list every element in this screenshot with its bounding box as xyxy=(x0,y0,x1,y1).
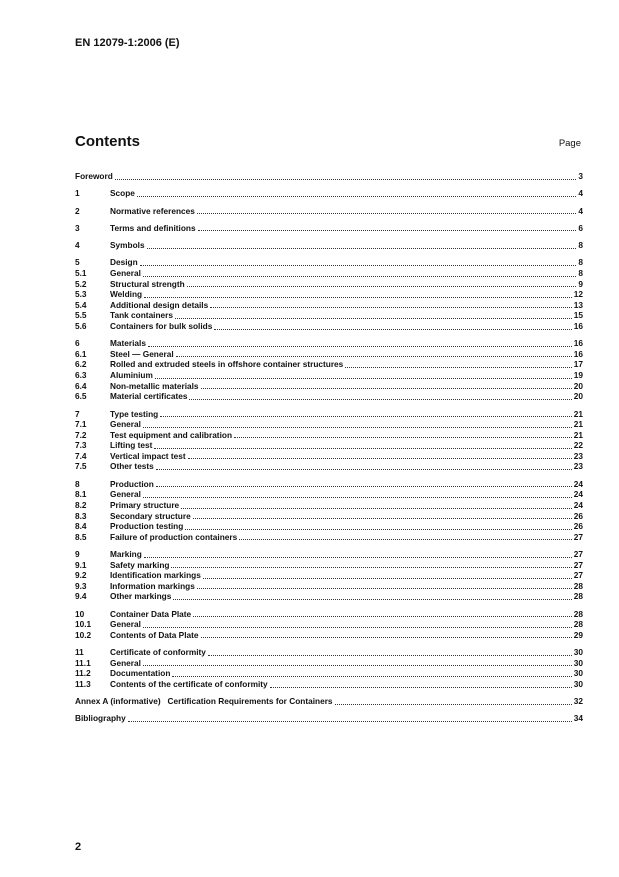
toc-entry-title: Type testing xyxy=(110,408,159,419)
toc-entry-number: 9.3 xyxy=(75,580,87,591)
toc-entry[interactable] xyxy=(75,321,583,332)
toc-entry-title: Secondary structure xyxy=(110,510,191,521)
toc-entry-number: 8.2 xyxy=(75,499,87,510)
toc-entry-number: 8 xyxy=(75,478,80,489)
toc-entry[interactable] xyxy=(75,223,583,234)
toc-entry-page: 32 xyxy=(573,696,583,707)
toc-entry-number: 7.4 xyxy=(75,450,87,461)
toc-entry-page: 29 xyxy=(573,629,583,640)
toc-leader-dots xyxy=(171,567,571,568)
toc-entry-title: Certificate of conformity xyxy=(110,647,206,658)
toc-leader-dots xyxy=(173,599,571,600)
toc-entry[interactable] xyxy=(75,257,583,268)
toc-entry-title: Test equipment and calibration xyxy=(110,429,233,440)
toc-leader-dots xyxy=(201,637,572,638)
toc-entry-number: 11.1 xyxy=(75,657,91,668)
toc-entry-page: 27 xyxy=(573,531,583,542)
toc-entry-title: Design xyxy=(110,257,138,268)
toc-spacer xyxy=(75,602,583,609)
document-id-header: EN 12079-1:2006 (E) xyxy=(75,37,180,49)
toc-leader-dots xyxy=(143,276,576,277)
toc-entry-number: 7.3 xyxy=(75,440,87,451)
toc-entry-number: 8.4 xyxy=(75,521,87,532)
toc-entry[interactable] xyxy=(75,206,583,217)
toc-leader-dots xyxy=(198,230,577,231)
toc-spacer xyxy=(75,690,583,697)
toc-entry-page: 8 xyxy=(578,257,583,268)
toc-entry-page: 6 xyxy=(578,222,583,233)
toc-entry-title: General xyxy=(110,419,141,430)
toc-leader-dots xyxy=(148,346,572,347)
toc-entry-title: Primary structure xyxy=(110,499,180,510)
toc-leader-dots xyxy=(175,318,572,319)
toc-leader-dots xyxy=(185,529,571,530)
toc-leader-dots xyxy=(143,497,572,498)
toc-leader-dots xyxy=(144,297,572,298)
toc-entry[interactable] xyxy=(75,521,583,532)
toc-entry[interactable] xyxy=(75,668,583,679)
toc-entry-title: Normative references xyxy=(110,205,195,216)
toc-leader-dots xyxy=(345,367,571,368)
toc-entry-page: 9 xyxy=(578,278,583,289)
toc-spacer xyxy=(75,251,583,258)
toc-spacer xyxy=(75,233,583,240)
toc-entry-number: 6 xyxy=(75,338,80,349)
toc-entry[interactable] xyxy=(75,658,583,669)
toc-entry-number: 8.5 xyxy=(75,531,87,542)
toc-entry-page: 23 xyxy=(573,461,583,472)
toc-entry-title: Contents of Data Plate xyxy=(110,629,199,640)
toc-entry-title: Material certificates xyxy=(110,391,188,402)
page-column-label: Page xyxy=(558,138,581,149)
toc-leader-dots xyxy=(143,427,572,428)
toc-entry[interactable] xyxy=(75,500,583,511)
toc-entry-number: 7.1 xyxy=(75,419,87,430)
toc-leader-dots xyxy=(210,307,572,308)
toc-entry-number: 9.2 xyxy=(75,570,87,581)
toc-entry-number: 7 xyxy=(75,408,80,419)
toc-entry-page: 17 xyxy=(573,359,583,370)
toc-entry-title: Welding xyxy=(110,289,143,300)
toc-entry-title: Bibliography xyxy=(75,713,126,724)
toc-entry[interactable] xyxy=(75,391,583,402)
toc-entry-title: Identification markings xyxy=(110,570,201,581)
toc-entry-number: 5.2 xyxy=(75,278,87,289)
toc-entry-page: 24 xyxy=(573,478,583,489)
toc-leader-dots xyxy=(115,179,577,180)
toc-entry-title: Safety marking xyxy=(110,559,170,570)
toc-entry-title: Structural strength xyxy=(110,278,185,289)
toc-leader-dots xyxy=(176,356,572,357)
page-number: 2 xyxy=(75,841,82,853)
toc-leader-dots xyxy=(335,704,572,705)
toc-entry-number: 11.3 xyxy=(75,678,91,689)
toc-entry-title: Steel — General xyxy=(110,348,174,359)
toc-leader-dots xyxy=(156,469,572,470)
toc-entry-title: Additional design details xyxy=(110,299,209,310)
toc-entry[interactable] xyxy=(75,240,583,251)
toc-entry-title: Other tests xyxy=(110,461,154,472)
toc-leader-dots xyxy=(208,655,572,656)
toc-entry-title: Container Data Plate xyxy=(110,608,192,619)
toc-entry-page: 30 xyxy=(573,678,583,689)
toc-leader-dots xyxy=(197,213,577,214)
toc-entry[interactable] xyxy=(75,300,583,311)
toc-entry-number: 6.5 xyxy=(75,391,87,402)
toc-leader-dots xyxy=(234,437,572,438)
toc-entry[interactable] xyxy=(75,440,583,451)
toc-entry[interactable] xyxy=(75,409,583,420)
toc-entry-page: 20 xyxy=(573,391,583,402)
toc-entry[interactable] xyxy=(75,419,583,430)
toc-leader-dots xyxy=(154,448,571,449)
toc-entry-page: 20 xyxy=(573,380,583,391)
toc-leader-dots xyxy=(155,378,572,379)
toc-entry-number: 3 xyxy=(75,222,80,233)
toc-entry[interactable] xyxy=(75,268,583,279)
toc-entry-title: Annex A (informative) Certification Requirements for Containers xyxy=(75,696,333,707)
toc-leader-dots xyxy=(144,557,572,558)
toc-entry-page: 28 xyxy=(573,619,583,630)
toc-entry-number: 10.2 xyxy=(75,629,92,640)
toc-entry-page: 24 xyxy=(573,499,583,510)
toc-entry-title: General xyxy=(110,489,141,500)
toc-entry-page: 28 xyxy=(573,580,583,591)
toc-leader-dots xyxy=(197,588,572,589)
toc-entry[interactable] xyxy=(75,647,583,658)
toc-entry-title: Contents of the certificate of conformity xyxy=(110,678,268,689)
toc-entry-number: 10.1 xyxy=(75,619,92,630)
toc-entry-title: Aluminium xyxy=(110,370,153,381)
toc-entry-title: Non-metallic materials xyxy=(110,380,199,391)
toc-entry-number: 9.1 xyxy=(75,559,87,570)
toc-entry-title: Scope xyxy=(110,188,135,199)
toc-entry-title: Rolled and extruded steels in offshore container structures xyxy=(110,359,344,370)
toc-entry-title: Vertical impact test xyxy=(110,450,186,461)
toc-entry-number: 8.1 xyxy=(75,489,87,500)
toc-entry-number: 10 xyxy=(75,608,85,619)
toc-entry-page: 3 xyxy=(578,171,583,181)
toc-entry[interactable] xyxy=(75,289,583,300)
toc-entry-title: Documentation xyxy=(110,668,171,679)
toc-entry-number: 6.1 xyxy=(75,348,87,359)
toc-entry-page: 30 xyxy=(573,647,583,658)
toc-entry-number: 5 xyxy=(75,257,80,268)
toc-entry-number: 8.3 xyxy=(75,510,87,521)
toc-entry-title: Symbols xyxy=(110,240,145,251)
toc-entry[interactable] xyxy=(75,479,583,490)
toc-spacer xyxy=(75,707,583,714)
contents-title: Contents xyxy=(75,133,140,150)
toc-entry-page: 28 xyxy=(573,591,583,602)
toc-leader-dots xyxy=(172,676,571,677)
toc-entry-page: 21 xyxy=(573,419,583,430)
toc-spacer xyxy=(75,640,583,647)
toc-leader-dots xyxy=(156,486,572,487)
toc-entry-number: 6.2 xyxy=(75,359,87,370)
toc-entry-number: 11 xyxy=(75,647,84,658)
toc-entry[interactable] xyxy=(75,549,583,560)
toc-entry-page: 28 xyxy=(573,608,583,619)
toc-entry-page: 16 xyxy=(573,338,583,349)
toc-spacer xyxy=(75,472,583,479)
toc-entry-title: Foreword xyxy=(75,171,113,181)
toc-entry-title: Information markings xyxy=(110,580,195,591)
toc-entry[interactable] xyxy=(75,381,583,392)
toc-entry-number: 11.2 xyxy=(75,668,91,679)
toc-entry-number: 5.3 xyxy=(75,289,87,300)
toc-leader-dots xyxy=(188,458,572,459)
table-of-contents xyxy=(75,171,583,724)
toc-entry-number: 6.4 xyxy=(75,380,87,391)
toc-leader-dots xyxy=(147,248,577,249)
toc-entry[interactable] xyxy=(75,619,583,630)
toc-spacer xyxy=(75,402,583,409)
toc-entry-page: 8 xyxy=(578,268,583,278)
toc-entry[interactable] xyxy=(75,451,583,462)
toc-leader-dots xyxy=(203,578,572,579)
toc-entry-title: Lifting test xyxy=(110,440,153,451)
toc-entry-page: 22 xyxy=(573,440,583,451)
toc-entry-title: General xyxy=(110,657,141,668)
toc-entry[interactable] xyxy=(75,713,583,724)
toc-entry[interactable] xyxy=(75,489,583,500)
toc-leader-dots xyxy=(181,508,572,509)
toc-entry-number: 5.1 xyxy=(75,268,87,278)
toc-leader-dots xyxy=(160,416,572,417)
toc-entry[interactable] xyxy=(75,461,583,472)
toc-entry[interactable] xyxy=(75,630,583,641)
toc-leader-dots xyxy=(189,399,571,400)
toc-entry-page: 19 xyxy=(573,370,583,381)
toc-entry-page: 16 xyxy=(573,320,583,331)
toc-entry-page: 34 xyxy=(573,713,583,724)
toc-entry[interactable] xyxy=(75,591,583,602)
toc-spacer xyxy=(75,182,583,189)
toc-entry-number: 1 xyxy=(75,188,80,199)
toc-entry[interactable] xyxy=(75,560,583,571)
toc-entry-number: 7.5 xyxy=(75,461,87,472)
toc-leader-dots xyxy=(193,518,572,519)
toc-entry[interactable] xyxy=(75,581,583,592)
toc-leader-dots xyxy=(239,539,572,540)
toc-leader-dots xyxy=(143,627,572,628)
toc-entry-page: 27 xyxy=(573,559,583,570)
toc-entry-page: 4 xyxy=(578,188,583,199)
toc-entry-page: 26 xyxy=(573,521,583,532)
toc-leader-dots xyxy=(187,286,577,287)
toc-entry[interactable] xyxy=(75,171,583,182)
toc-entry-title: Marking xyxy=(110,549,142,559)
toc-entry[interactable] xyxy=(75,570,583,581)
toc-entry-page: 30 xyxy=(573,657,583,668)
toc-entry-title: General xyxy=(110,619,141,630)
toc-entry[interactable] xyxy=(75,370,583,381)
toc-entry-title: General xyxy=(110,268,141,278)
toc-entry-number: 4 xyxy=(75,240,80,251)
toc-entry-page: 16 xyxy=(573,348,583,359)
toc-entry-title: Materials xyxy=(110,338,146,349)
toc-entry-page: 27 xyxy=(573,549,583,559)
toc-leader-dots xyxy=(143,665,572,666)
toc-entry-page: 21 xyxy=(573,429,583,440)
toc-entry-page: 30 xyxy=(573,668,583,679)
toc-entry-page: 8 xyxy=(578,240,583,251)
toc-entry[interactable] xyxy=(75,696,583,707)
toc-leader-dots xyxy=(270,687,572,688)
toc-entry-page: 27 xyxy=(573,570,583,581)
toc-entry-page: 15 xyxy=(573,310,583,321)
toc-entry-number: 5.4 xyxy=(75,299,87,310)
toc-spacer xyxy=(75,332,583,339)
toc-entry-title: Other markings xyxy=(110,591,172,602)
toc-entry[interactable] xyxy=(75,338,583,349)
toc-leader-dots xyxy=(128,721,572,722)
toc-entry-title: Production testing xyxy=(110,521,184,532)
toc-entry-page: 23 xyxy=(573,450,583,461)
toc-entry-page: 4 xyxy=(578,205,583,216)
toc-entry[interactable] xyxy=(75,532,583,543)
toc-entry-number: 5.6 xyxy=(75,320,87,331)
toc-entry-page: 24 xyxy=(573,489,583,500)
toc-entry-title: Failure of production containers xyxy=(110,531,238,542)
toc-entry-title: Terms and definitions xyxy=(110,222,196,233)
toc-entry[interactable] xyxy=(75,430,583,441)
toc-entry-number: 9.4 xyxy=(75,591,87,602)
toc-leader-dots xyxy=(201,388,572,389)
toc-entry[interactable] xyxy=(75,679,583,690)
toc-leader-dots xyxy=(214,329,571,330)
toc-spacer xyxy=(75,216,583,223)
toc-entry[interactable] xyxy=(75,359,583,370)
toc-spacer xyxy=(75,199,583,206)
toc-entry[interactable] xyxy=(75,279,583,290)
toc-leader-dots xyxy=(193,616,572,617)
toc-entry-title: Tank containers xyxy=(110,310,174,321)
toc-entry-number: 2 xyxy=(75,205,80,216)
toc-entry-page: 13 xyxy=(573,299,583,310)
toc-entry-page: 26 xyxy=(573,510,583,521)
toc-entry-page: 21 xyxy=(573,408,583,419)
toc-leader-dots xyxy=(140,265,577,266)
toc-leader-dots xyxy=(137,196,576,197)
toc-entry[interactable] xyxy=(75,188,583,199)
toc-spacer xyxy=(75,542,583,549)
toc-entry[interactable] xyxy=(75,511,583,522)
toc-entry-number: 7.2 xyxy=(75,429,87,440)
toc-entry-page: 12 xyxy=(573,289,583,300)
toc-entry-number: 6.3 xyxy=(75,370,87,381)
toc-entry[interactable] xyxy=(75,310,583,321)
toc-entry-number: 9 xyxy=(75,549,80,559)
toc-entry-title: Containers for bulk solids xyxy=(110,320,213,331)
toc-entry-title: Production xyxy=(110,478,154,489)
toc-entry-number: 5.5 xyxy=(75,310,87,321)
toc-entry[interactable] xyxy=(75,349,583,360)
toc-entry[interactable] xyxy=(75,609,583,620)
